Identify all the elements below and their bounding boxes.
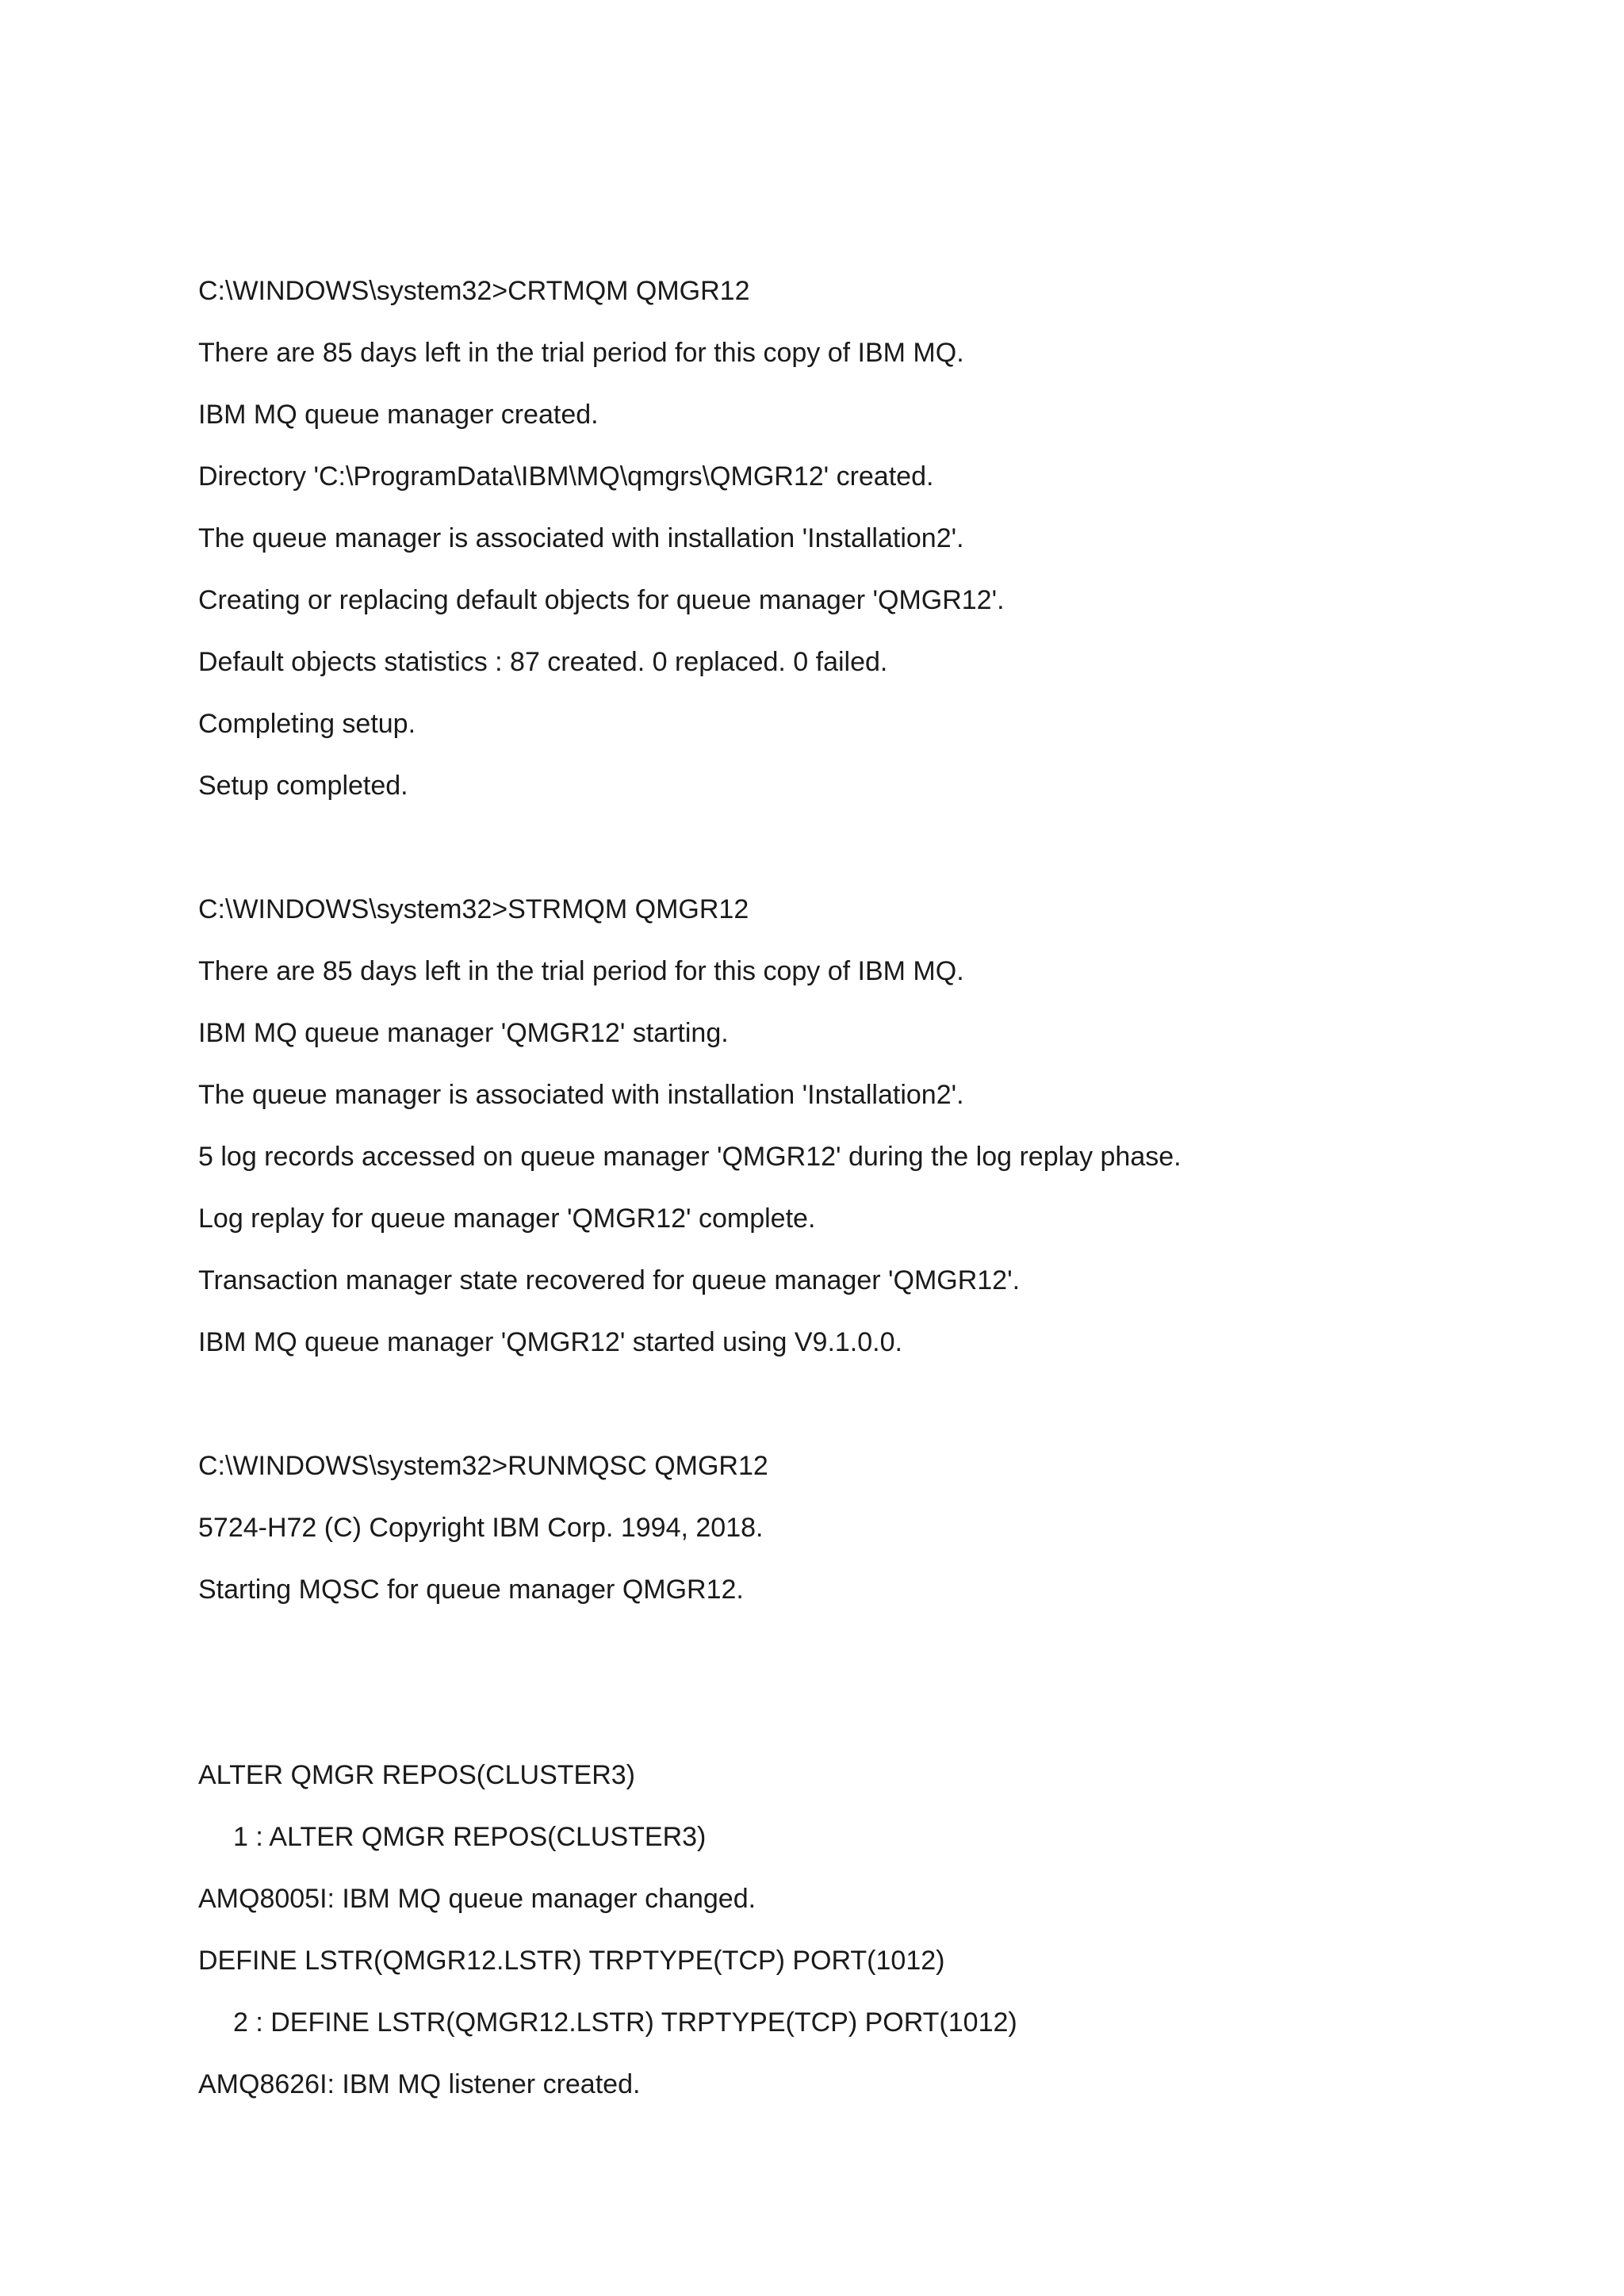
output-line: IBM MQ queue manager created. bbox=[198, 400, 599, 430]
mqsc-command: DEFINE LSTR(QMGR12.LSTR) TRPTYPE(TCP) PORT(1012) bbox=[198, 1946, 945, 1976]
output-line: Setup completed. bbox=[198, 771, 408, 801]
output-line: Log replay for queue manager 'QMGR12' complete. bbox=[198, 1203, 816, 1234]
mqsc-response: AMQ8626I: IBM MQ listener created. bbox=[198, 2069, 641, 2099]
mqsc-command: ALTER QMGR REPOS(CLUSTER3) bbox=[198, 1760, 636, 1790]
output-line: 5 log records accessed on queue manager 'QMGR12' during the log replay phase. bbox=[198, 1142, 1182, 1172]
output-line: Default objects statistics : 87 created. 0 replaced. 0 failed. bbox=[198, 647, 888, 677]
mqsc-echo: 2 : DEFINE LSTR(QMGR12.LSTR) TRPTYPE(TCP) PORT(1012) bbox=[233, 2007, 1017, 2038]
document-body bbox=[198, 260, 1546, 2115]
output-line: Creating or replacing default objects for queue manager 'QMGR12'. bbox=[198, 585, 1005, 615]
output-line: There are 85 days left in the trial period for this copy of IBM MQ. bbox=[198, 338, 964, 368]
blank-line bbox=[198, 817, 1546, 878]
output-line: Transaction manager state recovered for queue manager 'QMGR12'. bbox=[198, 1265, 1021, 1295]
crtmqm-block bbox=[198, 260, 1546, 817]
output-line: IBM MQ queue manager 'QMGR12' started using V9.1.0.0. bbox=[198, 1327, 902, 1357]
output-line: Starting MQSC for queue manager QMGR12. bbox=[198, 1575, 744, 1605]
mqsc-block bbox=[198, 1744, 1546, 2115]
output-line: The queue manager is associated with installation 'Installation2'. bbox=[198, 1080, 964, 1110]
command-line: C:\WINDOWS\system32>RUNMQSC QMGR12 bbox=[198, 1451, 768, 1481]
output-line: Completing setup. bbox=[198, 709, 416, 739]
command-line: C:\WINDOWS\system32>STRMQM QMGR12 bbox=[198, 894, 749, 924]
runmqsc-block bbox=[198, 1435, 1546, 1621]
blank-line bbox=[198, 1373, 1546, 1435]
strmqm-block bbox=[198, 878, 1546, 1373]
output-line: The queue manager is associated with installation 'Installation2'. bbox=[198, 523, 964, 553]
output-line: 5724-H72 (C) Copyright IBM Corp. 1994, 2018. bbox=[198, 1513, 764, 1543]
output-line: Directory 'C:\ProgramData\IBM\MQ\qmgrs\QMGR12' created. bbox=[198, 461, 934, 492]
mqsc-response: AMQ8005I: IBM MQ queue manager changed. bbox=[198, 1884, 756, 1914]
output-line: There are 85 days left in the trial period for this copy of IBM MQ. bbox=[198, 956, 964, 986]
command-line: C:\WINDOWS\system32>CRTMQM QMGR12 bbox=[198, 276, 750, 306]
blank-lines bbox=[198, 1621, 1546, 1744]
output-line: IBM MQ queue manager 'QMGR12' starting. bbox=[198, 1018, 729, 1048]
mqsc-echo: 1 : ALTER QMGR REPOS(CLUSTER3) bbox=[233, 1822, 707, 1852]
